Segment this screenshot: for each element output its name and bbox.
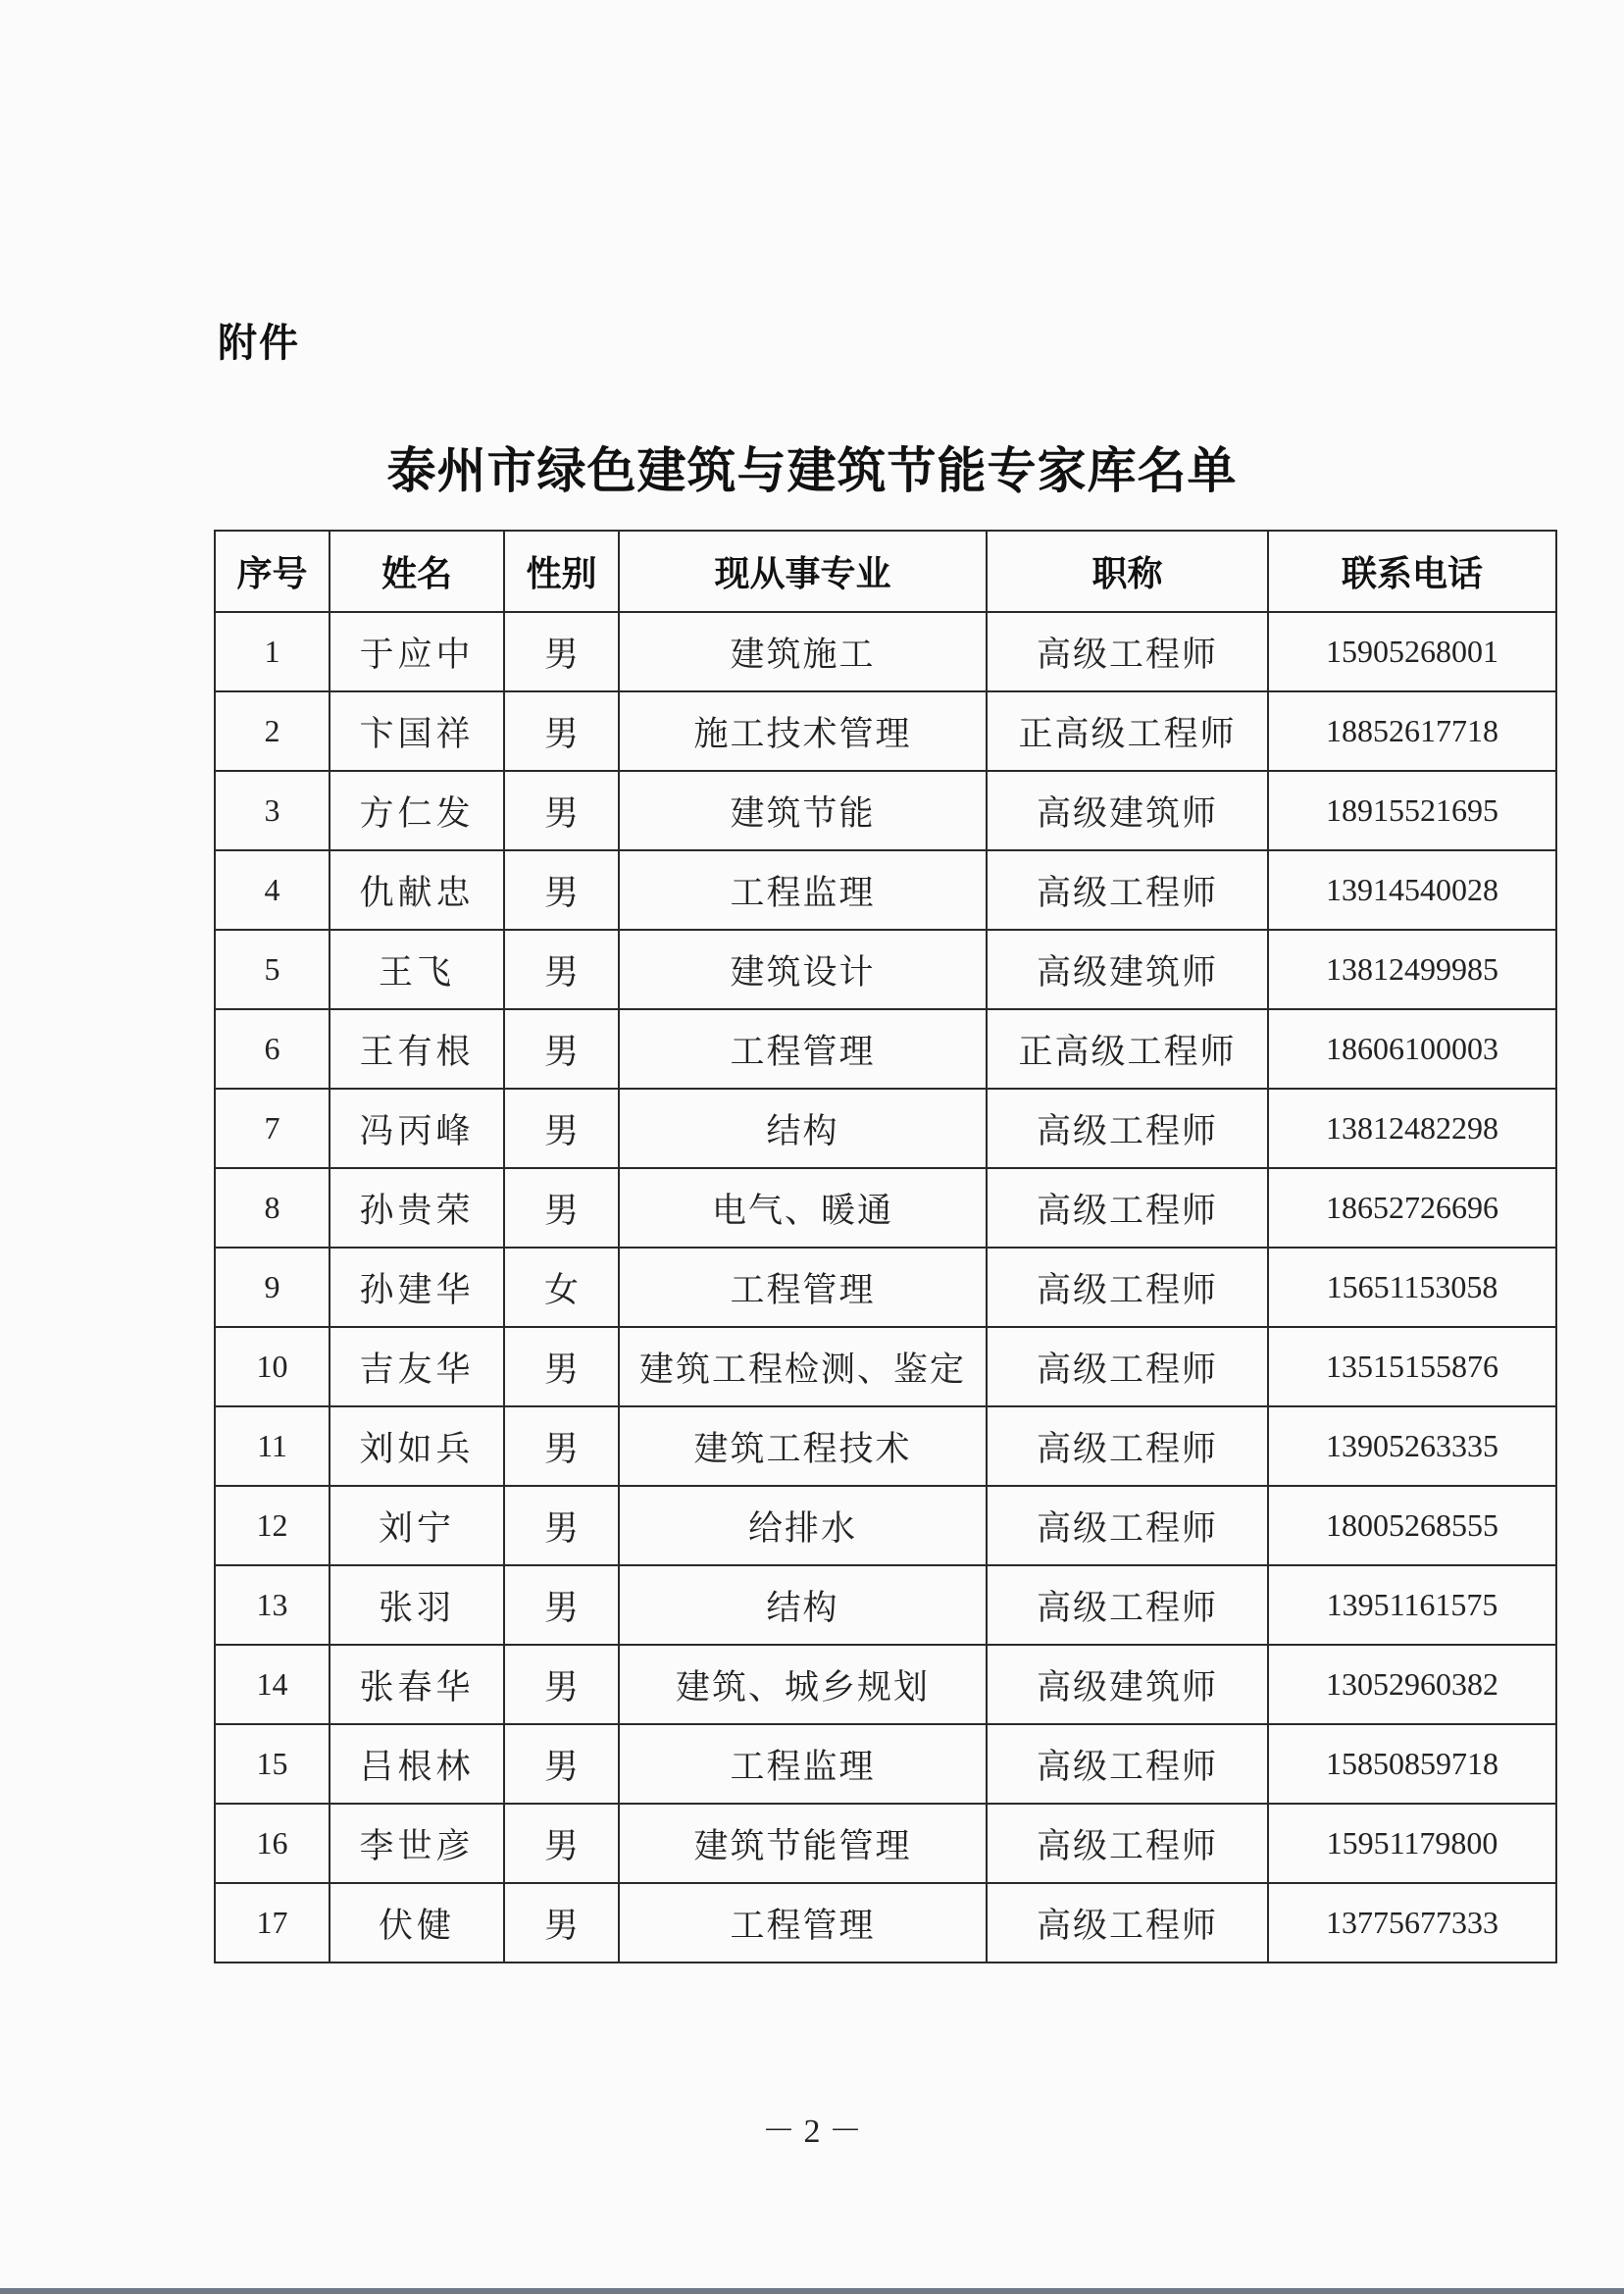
table-row <box>215 612 1556 691</box>
cell-seq: 16 <box>215 1804 330 1883</box>
table-row <box>215 1804 1556 1883</box>
cell-name: 李世彦 <box>330 1804 504 1883</box>
cell-name: 卞国祥 <box>330 691 504 771</box>
table-row <box>215 1486 1556 1565</box>
cell-seq: 8 <box>215 1168 330 1248</box>
cell-name: 刘宁 <box>330 1486 504 1565</box>
cell-title: 高级工程师 <box>987 1168 1268 1248</box>
table-row <box>215 1406 1556 1486</box>
cell-phone: 15850859718 <box>1268 1724 1556 1804</box>
cell-name: 仇献忠 <box>330 850 504 930</box>
cell-major: 建筑工程技术 <box>619 1406 987 1486</box>
header-name: 姓名 <box>330 531 504 612</box>
cell-name: 王有根 <box>330 1009 504 1089</box>
cell-major: 工程监理 <box>619 1724 987 1804</box>
cell-phone: 13914540028 <box>1268 850 1556 930</box>
cell-seq: 11 <box>215 1406 330 1486</box>
cell-phone: 18852617718 <box>1268 691 1556 771</box>
expert-list-table <box>214 530 1557 1963</box>
cell-major: 建筑设计 <box>619 930 987 1009</box>
table-row <box>215 691 1556 771</box>
cell-major: 施工技术管理 <box>619 691 987 771</box>
cell-major: 建筑施工 <box>619 612 987 691</box>
cell-title: 高级工程师 <box>987 1565 1268 1645</box>
table-row <box>215 1168 1556 1248</box>
cell-title: 高级工程师 <box>987 850 1268 930</box>
cell-gender: 男 <box>504 1327 619 1406</box>
cell-title: 高级建筑师 <box>987 1645 1268 1724</box>
cell-name: 吕根林 <box>330 1724 504 1804</box>
cell-seq: 13 <box>215 1565 330 1645</box>
header-gender: 性别 <box>504 531 619 612</box>
cell-name: 张羽 <box>330 1565 504 1645</box>
table-row <box>215 1645 1556 1724</box>
cell-phone: 18005268555 <box>1268 1486 1556 1565</box>
cell-seq: 7 <box>215 1089 330 1168</box>
table-row <box>215 771 1556 850</box>
table-row <box>215 1009 1556 1089</box>
table-row <box>215 1089 1556 1168</box>
cell-major: 结构 <box>619 1565 987 1645</box>
cell-name: 孙建华 <box>330 1248 504 1327</box>
cell-major: 建筑节能 <box>619 771 987 850</box>
cell-gender: 男 <box>504 1486 619 1565</box>
cell-name: 冯丙峰 <box>330 1089 504 1168</box>
cell-title: 高级工程师 <box>987 1804 1268 1883</box>
cell-major: 工程管理 <box>619 1883 987 1963</box>
page-number: － 2 － <box>762 2114 862 2150</box>
cell-title: 高级建筑师 <box>987 930 1268 1009</box>
cell-title: 高级工程师 <box>987 1724 1268 1804</box>
cell-seq: 4 <box>215 850 330 930</box>
cell-phone: 13052960382 <box>1268 1645 1556 1724</box>
cell-title: 正高级工程师 <box>987 1009 1268 1089</box>
cell-gender: 男 <box>504 930 619 1009</box>
cell-phone: 13905263335 <box>1268 1406 1556 1486</box>
cell-phone: 15651153058 <box>1268 1248 1556 1327</box>
cell-phone: 13951161575 <box>1268 1565 1556 1645</box>
cell-seq: 1 <box>215 612 330 691</box>
cell-phone: 18915521695 <box>1268 771 1556 850</box>
table-body <box>215 612 1556 1963</box>
cell-seq: 17 <box>215 1883 330 1963</box>
cell-phone: 13812482298 <box>1268 1089 1556 1168</box>
cell-gender: 男 <box>504 1804 619 1883</box>
header-phone: 联系电话 <box>1268 531 1556 612</box>
cell-phone: 13812499985 <box>1268 930 1556 1009</box>
cell-gender: 男 <box>504 1565 619 1645</box>
cell-seq: 9 <box>215 1248 330 1327</box>
cell-gender: 男 <box>504 1168 619 1248</box>
cell-name: 吉友华 <box>330 1327 504 1406</box>
cell-name: 张春华 <box>330 1645 504 1724</box>
cell-seq: 12 <box>215 1486 330 1565</box>
cell-seq: 5 <box>215 930 330 1009</box>
cell-title: 高级工程师 <box>987 1248 1268 1327</box>
cell-name: 王飞 <box>330 930 504 1009</box>
cell-major: 电气、暖通 <box>619 1168 987 1248</box>
cell-phone: 15905268001 <box>1268 612 1556 691</box>
cell-title: 高级工程师 <box>987 1089 1268 1168</box>
cell-major: 建筑工程检测、鉴定 <box>619 1327 987 1406</box>
cell-name: 方仁发 <box>330 771 504 850</box>
cell-gender: 男 <box>504 612 619 691</box>
header-title: 职称 <box>987 531 1268 612</box>
cell-seq: 6 <box>215 1009 330 1089</box>
cell-name: 于应中 <box>330 612 504 691</box>
cell-major: 结构 <box>619 1089 987 1168</box>
cell-major: 工程管理 <box>619 1248 987 1327</box>
document-title: 泰州市绿色建筑与建筑节能专家库名单 <box>386 441 1238 499</box>
cell-title: 高级工程师 <box>987 1486 1268 1565</box>
cell-major: 工程监理 <box>619 850 987 930</box>
table-row <box>215 1565 1556 1645</box>
cell-title: 高级建筑师 <box>987 771 1268 850</box>
table-header-row <box>215 531 1556 612</box>
cell-major: 建筑节能管理 <box>619 1804 987 1883</box>
cell-gender: 男 <box>504 850 619 930</box>
cell-gender: 男 <box>504 1009 619 1089</box>
cell-seq: 15 <box>215 1724 330 1804</box>
cell-gender: 男 <box>504 1089 619 1168</box>
cell-seq: 2 <box>215 691 330 771</box>
cell-seq: 3 <box>215 771 330 850</box>
table-row <box>215 850 1556 930</box>
cell-major: 建筑、城乡规划 <box>619 1645 987 1724</box>
table-row <box>215 1724 1556 1804</box>
cell-title: 高级工程师 <box>987 612 1268 691</box>
cell-name: 伏健 <box>330 1883 504 1963</box>
header-seq: 序号 <box>215 531 330 612</box>
cell-phone: 13515155876 <box>1268 1327 1556 1406</box>
cell-phone: 18606100003 <box>1268 1009 1556 1089</box>
table-row <box>215 1327 1556 1406</box>
cell-name: 刘如兵 <box>330 1406 504 1486</box>
table-row <box>215 1248 1556 1327</box>
cell-phone: 13775677333 <box>1268 1883 1556 1963</box>
cell-major: 工程管理 <box>619 1009 987 1089</box>
cell-major: 给排水 <box>619 1486 987 1565</box>
header-major: 现从事专业 <box>619 531 987 612</box>
cell-phone: 15951179800 <box>1268 1804 1556 1883</box>
cell-seq: 14 <box>215 1645 330 1724</box>
cell-gender: 男 <box>504 1406 619 1486</box>
cell-title: 高级工程师 <box>987 1406 1268 1486</box>
attachment-label: 附件 <box>218 321 300 366</box>
cell-gender: 男 <box>504 691 619 771</box>
cell-gender: 男 <box>504 1724 619 1804</box>
cell-title: 高级工程师 <box>987 1883 1268 1963</box>
cell-phone: 18652726696 <box>1268 1168 1556 1248</box>
cell-gender: 男 <box>504 1645 619 1724</box>
cell-gender: 男 <box>504 771 619 850</box>
cell-title: 高级工程师 <box>987 1327 1268 1406</box>
table-row <box>215 930 1556 1009</box>
cell-seq: 10 <box>215 1327 330 1406</box>
cell-title: 正高级工程师 <box>987 691 1268 771</box>
table-row <box>215 1883 1556 1963</box>
cell-gender: 男 <box>504 1883 619 1963</box>
cell-name: 孙贵荣 <box>330 1168 504 1248</box>
scan-bottom-edge <box>0 2288 1624 2294</box>
cell-gender: 女 <box>504 1248 619 1327</box>
